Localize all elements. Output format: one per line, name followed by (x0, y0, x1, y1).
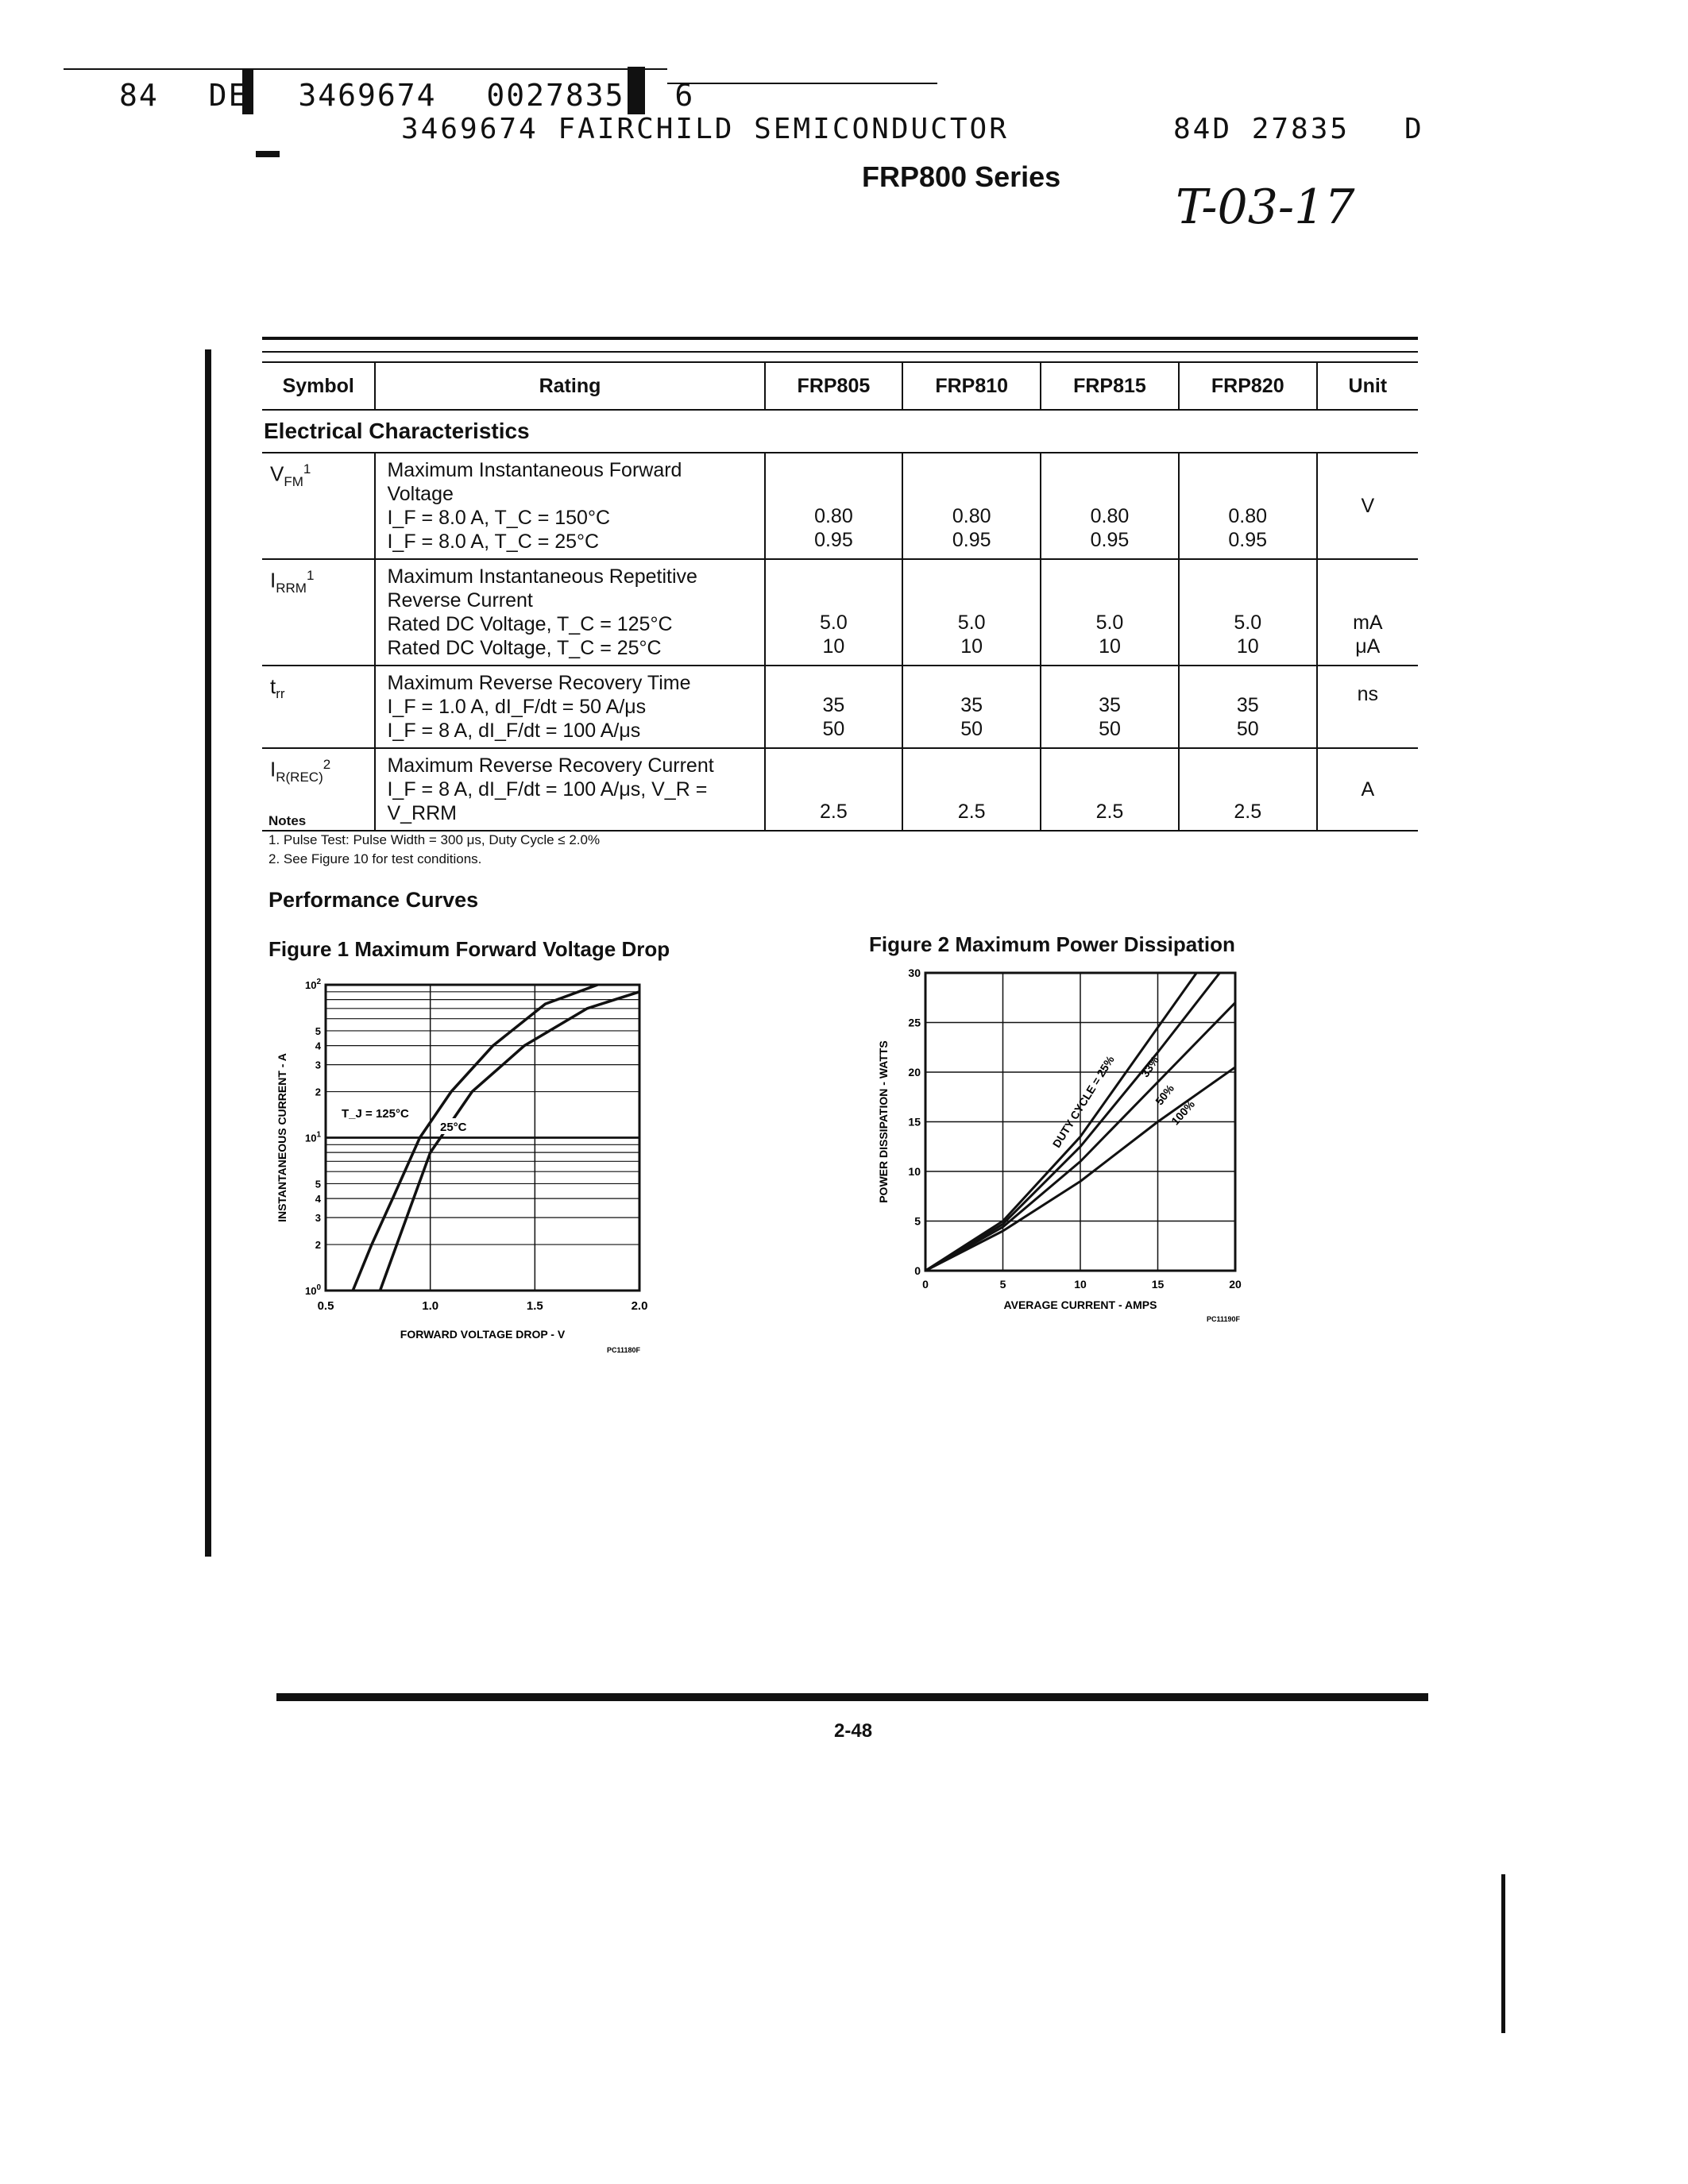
y-tick-label: 5 (914, 1214, 921, 1228)
y-tick-label: 5 (315, 1178, 321, 1190)
small-dash-mark (256, 151, 280, 157)
value-cell: 35 50 (1041, 666, 1179, 748)
unit-cell: A (1317, 748, 1418, 831)
col-frp810: FRP810 (902, 362, 1041, 410)
table-row (262, 559, 1418, 666)
y-tick-label: 2 (315, 1239, 321, 1252)
y-tick-label: $10^2$ (304, 978, 321, 991)
y-tick-label: 0 (914, 1264, 921, 1277)
notes-title: Notes (268, 813, 307, 828)
col-frp820: FRP820 (1179, 362, 1317, 410)
header-code-3: 3469674 (298, 78, 437, 113)
spec-table (262, 361, 1418, 832)
handwritten-note: T-03-17 (1176, 179, 1355, 235)
y-tick-label: 3 (315, 1059, 321, 1071)
footer-rule (276, 1693, 1428, 1701)
header-code-1: 84 (119, 78, 159, 113)
top-rule (64, 68, 667, 70)
x-tick-label: 2.0 (631, 1299, 648, 1313)
note-1: 1. Pulse Test: Pulse Width = 300 μs, Duty Cycle ≤ 2.0% (268, 832, 601, 847)
x-tick-label: 15 (1151, 1278, 1165, 1291)
series-label-50: 50% (1153, 1082, 1177, 1108)
series-label-125c: T_J = 125°C (342, 1107, 409, 1121)
value-cell: 0.80 0.95 (765, 453, 903, 559)
notes-block (268, 812, 600, 869)
x-tick-label: 0 (922, 1278, 929, 1291)
table-top-rule-1 (262, 337, 1418, 340)
table-row (262, 453, 1418, 559)
figure1-caption: Figure 1 Maximum Forward Voltage Drop (268, 937, 670, 961)
header-code-5: 6 (674, 78, 695, 113)
x-tick-label: 20 (1229, 1278, 1242, 1291)
value-cell: 0.80 0.95 (1179, 453, 1317, 559)
figure2-caption: Figure 2 Maximum Power Dissipation (869, 932, 1235, 956)
y-tick-label: $10^0$ (304, 1283, 321, 1297)
value-cell: 35 50 (1179, 666, 1317, 748)
y-tick-label: 15 (908, 1115, 921, 1129)
right-edge-bar (1501, 1874, 1505, 2033)
section-row (262, 410, 1418, 453)
y-axis-label: INSTANTANEOUS CURRENT - A (276, 1053, 288, 1222)
company-line: 3469674 FAIRCHILD SEMICONDUCTOR (401, 113, 1009, 145)
unit-cell: V (1317, 453, 1418, 559)
doc-code: 84D 27835 (1173, 113, 1350, 145)
header-code-2: DE (208, 78, 249, 113)
value-cell: 0.80 0.95 (902, 453, 1041, 559)
y-tick-label: 2 (315, 1086, 321, 1098)
y-tick-label: 30 (908, 967, 921, 979)
x-axis-label: FORWARD VOLTAGE DROP - V (400, 1328, 566, 1341)
value-cell: 2.5 (1179, 748, 1317, 831)
doc-letter: D (1404, 113, 1422, 145)
figure1-labels (276, 978, 647, 1354)
value-cell: 35 50 (902, 666, 1041, 748)
table-row (262, 666, 1418, 748)
section-title: Electrical Characteristics (262, 410, 1418, 453)
series-label-100: 100% (1168, 1098, 1198, 1128)
y-tick-label: 4 (315, 1040, 321, 1052)
col-symbol: Symbol (262, 362, 375, 410)
value-cell: 2.5 (1041, 748, 1179, 831)
page-number: 2-48 (834, 1720, 873, 1742)
value-cell: 5.0 10 (902, 559, 1041, 666)
y-axis-label: POWER DISSIPATION - WATTS (877, 1040, 890, 1203)
y-tick-label: 4 (315, 1193, 321, 1206)
symbol-cell: $t_{rr}$ (262, 666, 375, 748)
x-tick-label: 1.5 (526, 1299, 543, 1313)
col-frp805: FRP805 (765, 362, 903, 410)
value-cell: 5.0 10 (1041, 559, 1179, 666)
col-frp815: FRP815 (1041, 362, 1179, 410)
col-rating: Rating (375, 362, 764, 410)
x-tick-label: 1.0 (422, 1299, 439, 1313)
value-cell: 2.5 (765, 748, 903, 831)
symbol-cell: $I_{RRM}^1$ (262, 559, 375, 666)
value-cell: 35 50 (765, 666, 903, 748)
figure-code: PC11190F (1206, 1315, 1241, 1323)
series-label-25c: 25°C (440, 1121, 467, 1134)
rating-cell: Maximum Instantaneous Forward Voltage I_F = 8.0 A, T_C = 150°C I_F = 8.0 A, T_C = 25°C (375, 453, 764, 559)
left-edge-bar (205, 349, 211, 1557)
figure-code: PC11180F (606, 1346, 641, 1354)
value-cell: 5.0 10 (765, 559, 903, 666)
header-codes (119, 78, 724, 113)
series-label-33: 33% (1138, 1053, 1162, 1080)
table-header-row (262, 362, 1418, 410)
x-tick-label: 10 (1074, 1278, 1087, 1291)
col-unit: Unit (1317, 362, 1418, 410)
symbol-cell: $I_{R(REC)}^2$ (262, 748, 375, 831)
rating-cell: Maximum Instantaneous Repetitive Reverse Current Rated DC Voltage, T_C = 125°C Rated DC Voltage, T_C = 25°C (375, 559, 764, 666)
symbol-cell: $V_{FM}^1$ (262, 453, 375, 559)
y-tick-label: $10^1$ (304, 1130, 321, 1144)
unit-cell: mA μA (1317, 559, 1418, 666)
figure1-chart (262, 973, 675, 1362)
value-cell: 2.5 (902, 748, 1041, 831)
x-axis-label: AVERAGE CURRENT - AMPS (1003, 1298, 1157, 1311)
y-tick-label: 10 (908, 1165, 921, 1178)
value-cell: 5.0 10 (1179, 559, 1317, 666)
x-tick-label: 0.5 (317, 1299, 334, 1313)
y-tick-label: 3 (315, 1212, 321, 1225)
y-tick-label: 20 (908, 1066, 921, 1078)
rating-cell: Maximum Reverse Recovery Time I_F = 1.0 A, dI_F/dt = 50 A/μs I_F = 8 A, dI_F/dt = 100 A/μs (375, 666, 764, 748)
table-top-rule-2 (262, 351, 1418, 353)
y-tick-label: 5 (315, 1024, 321, 1037)
y-tick-label: 25 (908, 1016, 921, 1029)
header-code-4: 0027835 (486, 78, 625, 113)
performance-title: Performance Curves (268, 888, 479, 912)
figure2-grid (925, 973, 1235, 1271)
rating-cell: Maximum Reverse Recovery Current I_F = 8 A, dI_F/dt = 100 A/μs, V_R = V_RRM (375, 748, 764, 831)
x-tick-label: 5 (999, 1278, 1006, 1291)
value-cell: 0.80 0.95 (1041, 453, 1179, 559)
unit-cell: ns (1317, 666, 1418, 748)
figure2-chart (870, 961, 1283, 1334)
series-title: FRP800 Series (862, 160, 1061, 193)
note-2: 2. See Figure 10 for test conditions. (268, 851, 482, 866)
duty-cycle-label: DUTY CYCLE = 25% (1049, 1053, 1117, 1150)
